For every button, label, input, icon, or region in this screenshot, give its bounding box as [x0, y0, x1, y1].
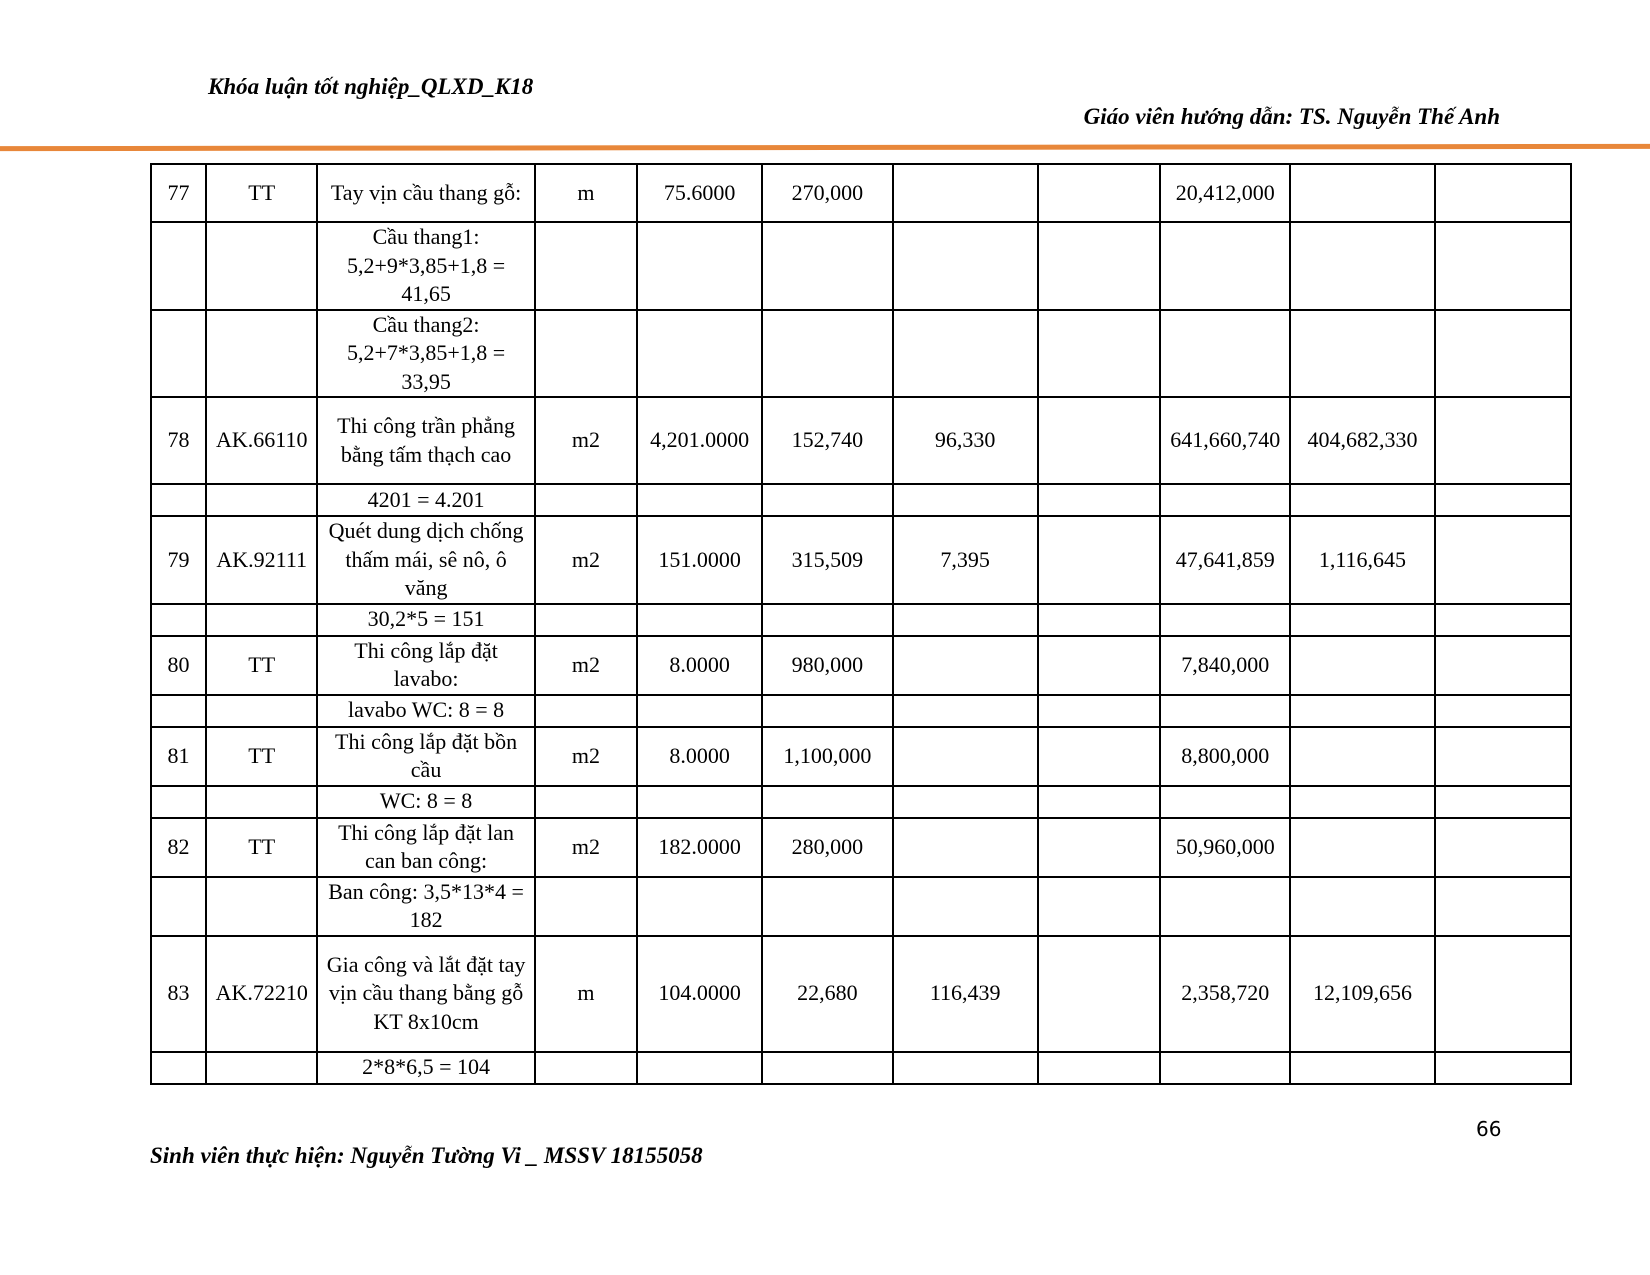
cell-quantity [637, 695, 762, 727]
cell-unit-price-material [762, 604, 892, 636]
cell-code: TT [206, 636, 317, 695]
cell-total-machine [1435, 164, 1571, 222]
cell-stt [151, 695, 206, 727]
cell-quantity [637, 877, 762, 936]
cell-stt: 77 [151, 164, 206, 222]
cell-stt: 80 [151, 636, 206, 695]
cell-total-machine [1435, 877, 1571, 936]
cell-total-labor: 12,109,656 [1290, 936, 1434, 1052]
cell-total-machine [1435, 695, 1571, 727]
table-row [151, 310, 1571, 398]
cell-description: WC: 8 = 8 [317, 786, 534, 818]
cell-unit-price-machine [1038, 786, 1160, 818]
cell-quantity [637, 1052, 762, 1084]
supervisor-header: Giáo viên hướng dẫn: TS. Nguyễn Thế Anh [1083, 104, 1500, 129]
cell-unit [535, 310, 637, 398]
table-row [151, 877, 1571, 936]
cell-description: 4201 = 4.201 [317, 484, 534, 516]
table-row [151, 516, 1571, 604]
cell-unit: m2 [535, 818, 637, 877]
cell-code: TT [206, 818, 317, 877]
cell-unit: m [535, 164, 637, 222]
cell-code [206, 310, 317, 398]
cell-total-machine [1435, 222, 1571, 310]
cell-total-material [1160, 484, 1290, 516]
table-row [151, 222, 1571, 310]
cell-unit-price-machine [1038, 484, 1160, 516]
cell-total-labor [1290, 695, 1434, 727]
cell-total-material: 2,358,720 [1160, 936, 1290, 1052]
cell-description: lavabo WC: 8 = 8 [317, 695, 534, 727]
cell-quantity: 151.0000 [637, 516, 762, 604]
cell-unit-price-material: 152,740 [762, 397, 892, 484]
table-row [151, 636, 1571, 695]
cell-stt [151, 484, 206, 516]
cell-total-material: 50,960,000 [1160, 818, 1290, 877]
cell-unit-price-machine [1038, 310, 1160, 398]
cell-code [206, 484, 317, 516]
cell-total-material [1160, 877, 1290, 936]
cell-unit-price-machine [1038, 516, 1160, 604]
cell-total-material [1160, 1052, 1290, 1084]
cell-total-machine [1435, 786, 1571, 818]
cell-unit-price-material [762, 310, 892, 398]
table-row [151, 164, 1571, 222]
cell-unit-price-machine [1038, 818, 1160, 877]
cell-quantity [637, 310, 762, 398]
cell-total-material: 47,641,859 [1160, 516, 1290, 604]
cell-total-labor [1290, 818, 1434, 877]
cell-unit [535, 604, 637, 636]
cell-unit: m2 [535, 397, 637, 484]
table-row [151, 727, 1571, 786]
cell-unit-price-labor [893, 604, 1038, 636]
cell-code [206, 786, 317, 818]
cell-code: AK.92111 [206, 516, 317, 604]
cell-unit-price-labor [893, 484, 1038, 516]
cell-total-material [1160, 310, 1290, 398]
cell-stt [151, 786, 206, 818]
cell-quantity [637, 484, 762, 516]
cell-total-material [1160, 695, 1290, 727]
cell-total-labor [1290, 636, 1434, 695]
cell-total-labor [1290, 310, 1434, 398]
cell-unit: m2 [535, 727, 637, 786]
cell-stt: 82 [151, 818, 206, 877]
cell-unit-price-material: 315,509 [762, 516, 892, 604]
cell-unit: m2 [535, 516, 637, 604]
cell-quantity: 4,201.0000 [637, 397, 762, 484]
cell-unit-price-labor [893, 818, 1038, 877]
cell-unit-price-material: 280,000 [762, 818, 892, 877]
cell-total-material: 7,840,000 [1160, 636, 1290, 695]
cell-unit-price-labor [893, 636, 1038, 695]
cell-unit-price-material [762, 222, 892, 310]
cell-total-machine [1435, 484, 1571, 516]
cell-unit-price-material [762, 484, 892, 516]
cell-code [206, 604, 317, 636]
cell-description: Cầu thang2: 5,2+7*3,85+1,8 = 33,95 [317, 310, 534, 398]
cell-total-labor [1290, 727, 1434, 786]
cell-total-material: 8,800,000 [1160, 727, 1290, 786]
cell-unit-price-machine [1038, 164, 1160, 222]
cell-unit-price-material: 980,000 [762, 636, 892, 695]
cell-unit-price-labor [893, 786, 1038, 818]
cell-unit-price-material [762, 695, 892, 727]
cell-stt [151, 222, 206, 310]
cell-unit [535, 877, 637, 936]
cell-total-labor [1290, 877, 1434, 936]
cell-total-machine [1435, 516, 1571, 604]
cell-total-material: 20,412,000 [1160, 164, 1290, 222]
table-body [151, 164, 1571, 1084]
cell-unit [535, 222, 637, 310]
cell-unit-price-material [762, 786, 892, 818]
page-number: 66 [1476, 1117, 1502, 1141]
cell-code: TT [206, 164, 317, 222]
cell-unit-price-machine [1038, 222, 1160, 310]
cell-unit-price-labor [893, 222, 1038, 310]
cell-code: AK.66110 [206, 397, 317, 484]
cell-description: Thi công lắp đặt bồn cầu [317, 727, 534, 786]
cell-quantity [637, 604, 762, 636]
cell-unit-price-machine [1038, 397, 1160, 484]
cell-quantity: 182.0000 [637, 818, 762, 877]
cell-unit-price-machine [1038, 1052, 1160, 1084]
cell-total-labor [1290, 164, 1434, 222]
cell-quantity: 104.0000 [637, 936, 762, 1052]
document-header-title: Khóa luận tốt nghiệp_QLXD_K18 [208, 74, 534, 99]
table-row [151, 936, 1571, 1052]
cell-unit-price-material: 1,100,000 [762, 727, 892, 786]
cell-description: Thi công lắp đặt lavabo: [317, 636, 534, 695]
cell-code [206, 877, 317, 936]
cell-quantity: 8.0000 [637, 727, 762, 786]
table-row [151, 695, 1571, 727]
cell-stt [151, 310, 206, 398]
cell-stt: 83 [151, 936, 206, 1052]
cell-total-machine [1435, 397, 1571, 484]
cell-unit-price-material [762, 877, 892, 936]
cell-total-material: 641,660,740 [1160, 397, 1290, 484]
cell-unit-price-material [762, 1052, 892, 1084]
cell-description: 2*8*6,5 = 104 [317, 1052, 534, 1084]
table-row [151, 818, 1571, 877]
cell-unit-price-labor [893, 1052, 1038, 1084]
cell-stt [151, 1052, 206, 1084]
cell-quantity: 8.0000 [637, 636, 762, 695]
cell-stt: 79 [151, 516, 206, 604]
cell-total-labor [1290, 222, 1434, 310]
cell-unit-price-labor: 7,395 [893, 516, 1038, 604]
cell-unit [535, 484, 637, 516]
cell-unit-price-machine [1038, 727, 1160, 786]
cost-estimate-table [150, 163, 1572, 1085]
cell-total-labor [1290, 604, 1434, 636]
cell-unit-price-machine [1038, 604, 1160, 636]
cell-description: 30,2*5 = 151 [317, 604, 534, 636]
cell-unit-price-material: 22,680 [762, 936, 892, 1052]
cell-unit-price-labor [893, 695, 1038, 727]
cell-unit-price-labor [893, 310, 1038, 398]
cell-stt [151, 877, 206, 936]
cell-total-labor: 1,116,645 [1290, 516, 1434, 604]
cell-description: Quét dung dịch chống thấm mái, sê nô, ô văng [317, 516, 534, 604]
cell-unit: m2 [535, 636, 637, 695]
cell-stt: 81 [151, 727, 206, 786]
cell-total-machine [1435, 936, 1571, 1052]
cell-stt [151, 604, 206, 636]
cell-code [206, 695, 317, 727]
cell-quantity [637, 786, 762, 818]
cell-unit-price-labor [893, 727, 1038, 786]
cell-description: Thi công lắp đặt lan can ban công: [317, 818, 534, 877]
table-row [151, 1052, 1571, 1084]
cell-unit [535, 695, 637, 727]
cell-total-machine [1435, 727, 1571, 786]
cell-description: Thi công trần phẳng bằng tấm thạch cao [317, 397, 534, 484]
cell-unit: m [535, 936, 637, 1052]
cell-code [206, 1052, 317, 1084]
table-row [151, 604, 1571, 636]
cell-total-labor [1290, 1052, 1434, 1084]
cell-quantity [637, 222, 762, 310]
cell-total-material [1160, 786, 1290, 818]
cell-total-labor: 404,682,330 [1290, 397, 1434, 484]
cell-total-machine [1435, 604, 1571, 636]
cell-total-machine [1435, 818, 1571, 877]
cell-total-material [1160, 222, 1290, 310]
cell-total-machine [1435, 1052, 1571, 1084]
cell-unit-price-machine [1038, 636, 1160, 695]
cell-description: Ban công: 3,5*13*4 = 182 [317, 877, 534, 936]
table-row [151, 397, 1571, 484]
cell-unit-price-machine [1038, 936, 1160, 1052]
cell-unit-price-machine [1038, 695, 1160, 727]
cell-code [206, 222, 317, 310]
cell-total-machine [1435, 636, 1571, 695]
cell-unit-price-labor [893, 164, 1038, 222]
header-divider [0, 144, 1650, 151]
cell-unit [535, 786, 637, 818]
table-row [151, 786, 1571, 818]
cell-quantity: 75.6000 [637, 164, 762, 222]
cell-description: Tay vịn cầu thang gỗ: [317, 164, 534, 222]
cell-unit-price-material: 270,000 [762, 164, 892, 222]
cell-unit-price-labor: 116,439 [893, 936, 1038, 1052]
table-row [151, 484, 1571, 516]
cell-code: AK.72210 [206, 936, 317, 1052]
cell-stt: 78 [151, 397, 206, 484]
cell-total-labor [1290, 484, 1434, 516]
cell-unit-price-labor: 96,330 [893, 397, 1038, 484]
cell-unit-price-machine [1038, 877, 1160, 936]
cell-code: TT [206, 727, 317, 786]
cell-total-material [1160, 604, 1290, 636]
cell-description: Cầu thang1: 5,2+9*3,85+1,8 = 41,65 [317, 222, 534, 310]
cell-description: Gia công và lắt đặt tay vịn cầu thang bằng gỗ KT 8x10cm [317, 936, 534, 1052]
student-footer: Sinh viên thực hiện: Nguyễn Tường Vi _ MSSV 18155058 [150, 1143, 703, 1168]
cell-unit-price-labor [893, 877, 1038, 936]
cell-unit [535, 1052, 637, 1084]
cell-total-labor [1290, 786, 1434, 818]
cell-total-machine [1435, 310, 1571, 398]
